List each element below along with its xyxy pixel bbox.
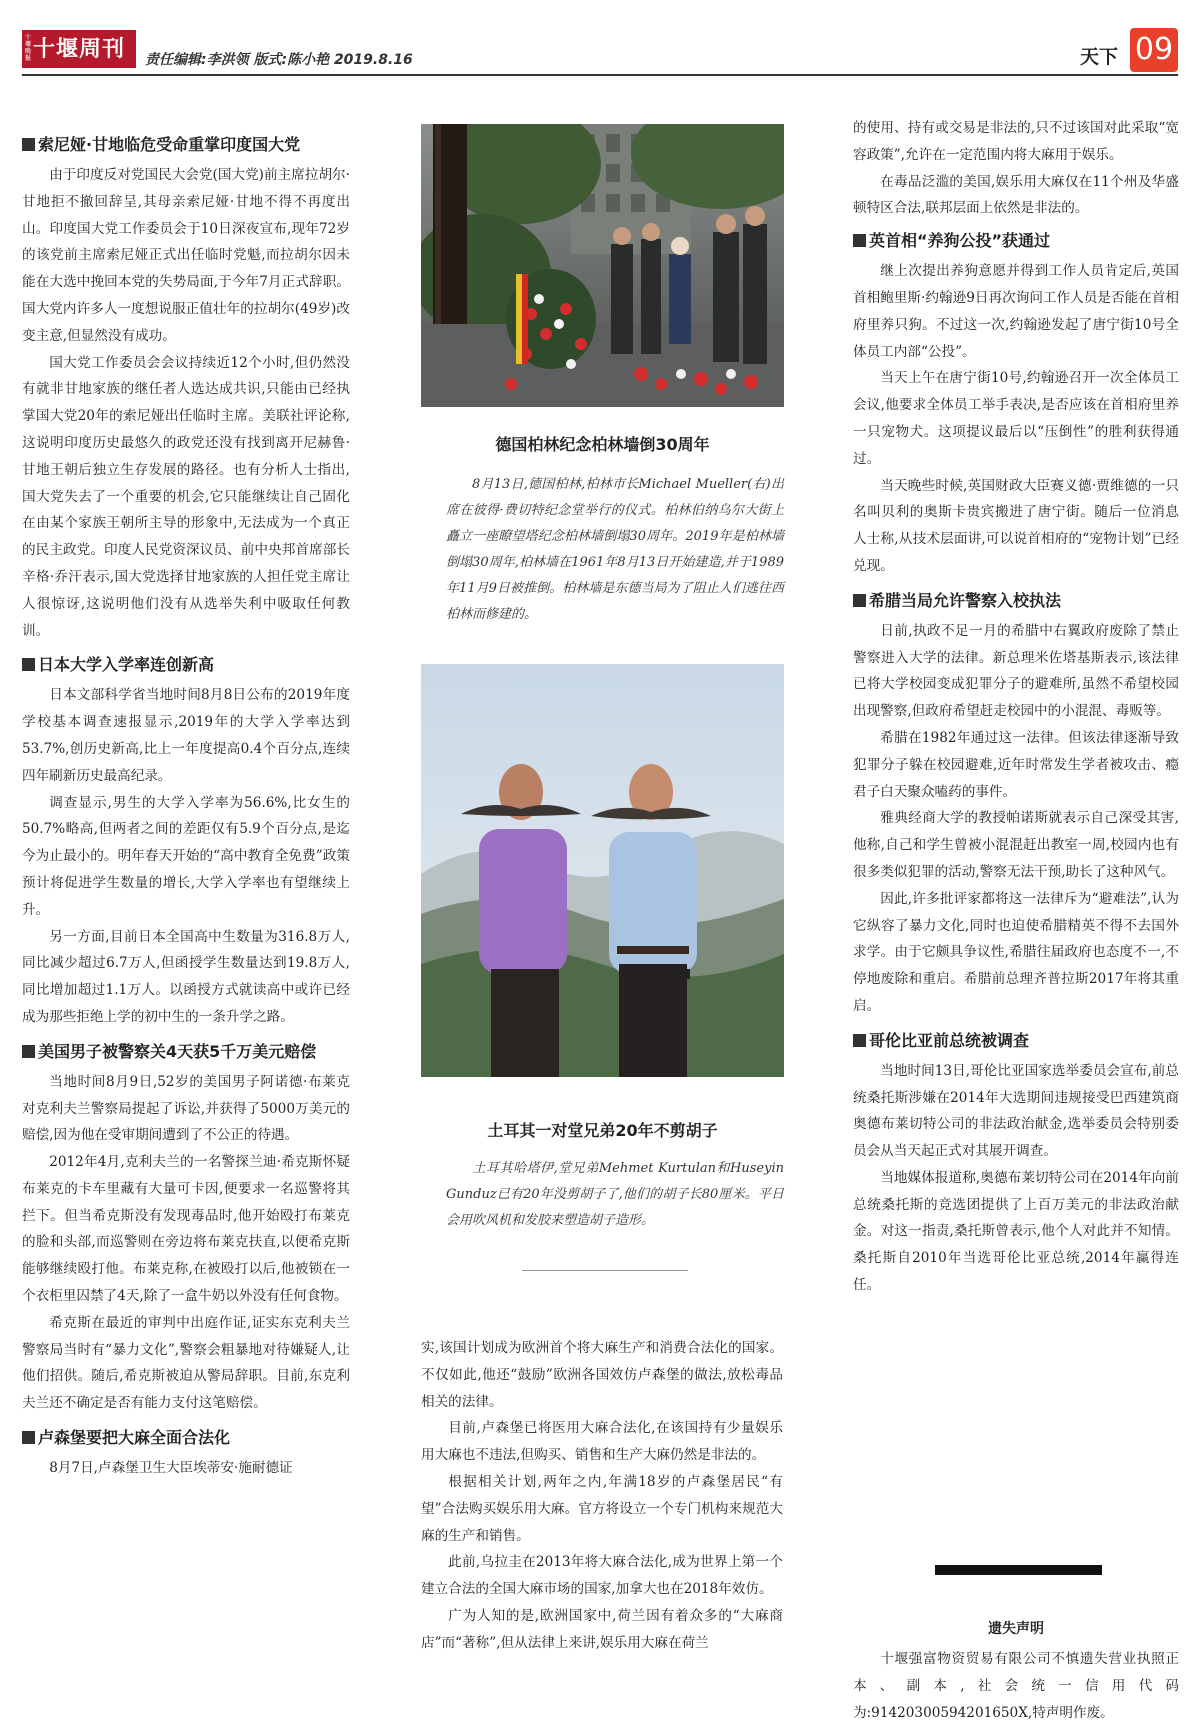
article-paragraph: 2012年4月,克利夫兰的一名警探兰迪·希克斯怀疑布莱克的卡车里藏有大量可卡因,便要求一名巡警将其拦下。但当希克斯没有发现毒品时,他开始殴打布莱克的脸和头部,而巡警则在旁边将布莱克扶直,以便希克斯能够继续殴打他。布莱克称,在被殴打以后,他被锁在一个衣柜里囚禁了4天,除了一盒牛奶以外没有任何食物。: [22, 1154, 350, 1305]
left-column: [22, 128, 350, 1482]
masthead-small-text: 十堰晚报: [25, 34, 33, 62]
article-title: 希腊当局允许警察入校执法: [853, 584, 1179, 618]
article-paragraph: 继上次提出养狗意愿并得到工作人员肯定后,英国首相鲍里斯·约翰逊9日再次询问工作人员是否能在首相府里养只狗。不过这一次,约翰逊发起了唐宁街10号全体员工内部“公投”。: [853, 263, 1179, 360]
article-greece-police: [853, 584, 1179, 1020]
lost-notice-text: 十堰强富物资贸易有限公司不慎遗失营业执照正本、副本,社会统一信用代码为:91420300594201650X,特声明作废。: [853, 1651, 1179, 1721]
article-paragraph: 日本文部科学省当地时间8月8日公布的2019年度学校基本调查速报显示,2019年的大学入学率达到53.7%,创历史新高,比上一年度提高0.4个百分点,连续四年刷新历史最高纪录。: [22, 687, 350, 784]
masthead-title: 十堰周刊: [32, 36, 125, 62]
article-paragraph: 广为人知的是,欧洲国家中,荷兰因有着众多的“大麻商店”而“著称”,但从法律上来讲,娱乐用大麻在荷兰: [421, 1607, 783, 1651]
article-colombia-president: [853, 1024, 1179, 1299]
lost-notice-title: 遗失声明: [988, 1621, 1044, 1637]
middle-column: [421, 1335, 783, 1657]
page-number-badge: 09: [1130, 28, 1178, 72]
article-luxembourg: [22, 1421, 350, 1482]
right-column: [853, 115, 1179, 1299]
article-paragraph: 在毒品泛滥的美国,娱乐用大麻仅在11个州及华盛顿特区合法,联邦层面上依然是非法的。: [853, 173, 1179, 217]
article-uk-dog-vote: [853, 224, 1179, 580]
article-paragraph: 当天晚些时候,英国财政大臣赛义德·贾维德的一只名叫贝利的奥斯卡贵宾搬进了唐宁街。随后一位消息人士称,从技术层面讲,可以说首相府的“宠物计划”已经兑现。: [853, 477, 1179, 574]
article-paragraph: 当地时间8月9日,52岁的美国男子阿诺德·布莱克对克利夫兰警察局提起了诉讼,并获得了5000万美元的赔偿,因为他在受审期间遭到了不公正的待遇。: [22, 1073, 350, 1144]
bullet-square-icon: [853, 1034, 866, 1047]
photo1-title: 德国柏林纪念柏林墙倒30周年: [495, 435, 710, 454]
article-paragraph: 8月7日,卢森堡卫生大臣埃蒂安·施耐德证: [49, 1460, 293, 1477]
article-paragraph: 另一方面,目前日本全国高中生数量为316.8万人,同比减少超过6.7万人,但函授学生数量达到19.8万人,同比增加超过1.1万人。以函授方式就读高中或许已经成为那些拒绝上学的初中生的一条升学之路。: [22, 928, 350, 1025]
photo2-caption: 土耳其哈塔伊,堂兄弟Mehmet Kurtulan和Huseyin Gunduz已有20年没剪胡子了,他们的胡子长80厘米。平日会用吹风机和发胶来塑造胡子造形。: [446, 1161, 784, 1228]
bullet-square-icon: [22, 658, 35, 671]
article-paragraph: 根据相关计划,两年之内,年满18岁的卢森堡居民“有望”合法购买娱乐用大麻。官方将设立一个专门机构来规范大麻的生产和销售。: [421, 1473, 783, 1544]
section-name: 天下: [1080, 46, 1119, 68]
article-paragraph: 因此,许多批评家都将这一法律斥为“避难法”,认为它纵容了暴力文化,同时也迫使希腊精英不得不去国外求学。由于它颇具争议性,希腊往届政府也态度不一,不停地废除和重启。希腊前总理齐普拉斯2017年将其重启。: [853, 890, 1179, 1014]
article-paragraph: 实,该国计划成为欧洲首个将大麻生产和消费合法化的国家。不仅如此,他还“鼓励”欧洲各国效仿卢森堡的做法,放松毒品相关的法律。: [421, 1340, 783, 1410]
article-title: 索尼娅·甘地临危受命重掌印度国大党: [22, 128, 350, 162]
article-paragraph: 雅典经商大学的教授帕诺斯就表示自己深受其害,他称,自己和学生曾被小混混赶出教室一周,校园内也有很多类似犯罪的活动,警察无法干预,助长了这种风气。: [853, 810, 1179, 880]
article-title: 英首相“养狗公投”获通过: [853, 224, 1179, 258]
notice-separator-bar: [935, 1565, 1102, 1575]
bullet-square-icon: [853, 594, 866, 607]
article-paragraph: 当地时间13日,哥伦比亚国家选举委员会宣布,前总统桑托斯涉嫌在2014年大选期间违规接受巴西建筑商奥德布莱切特公司的非法政治献金,选举委员会特别委员会从当天起正式对其展开调查。: [853, 1062, 1179, 1160]
middle-divider: [522, 1270, 688, 1271]
turkey-mustache-photo: [421, 664, 784, 1077]
article-paragraph: 的使用、持有或交易是非法的,只不过该国对此采取“宽容政策”,允许在一定范围内将大麻用于娱乐。: [853, 120, 1179, 163]
article-paragraph: 由于印度反对党国民大会党(国大党)前主席拉胡尔·甘地拒不撤回辞呈,其母亲索尼娅·甘地不得不再度出山。印度国大党工作委员会于10日深夜宣布,现年72岁的该党前主席索尼娅正式出任临时党魁,而拉胡尔因未能在大选中挽回本党的失势局面,于今年7月正式辞职。国大党内许多人一度想说服正值壮年的拉胡尔(49岁)改变主意,但显然没有成功。: [22, 167, 350, 344]
article-paragraph: 当天上午在唐宁街10号,约翰逊召开一次全体员工会议,他要求全体员工举手表决,是否应该在首相府里养一只宠物犬。这项提议最后以“压倒性”的胜利获得通过。: [853, 370, 1179, 467]
photo2-title: 土耳其一对堂兄弟20年不剪胡子: [487, 1121, 718, 1140]
article-paragraph: 希腊在1982年通过这一法律。但该法律逐渐导致犯罪分子躲在校园避难,近年时常发生学者被攻击、瘾君子白天聚众嗑药的事件。: [853, 729, 1179, 800]
article-paragraph: 此前,乌拉圭在2013年将大麻合法化,成为世界上第一个建立合法的全国大麻市场的国家,加拿大也在2018年效仿。: [421, 1554, 783, 1598]
article-title: 卢森堡要把大麻全面合法化: [22, 1421, 350, 1455]
header-divider: [22, 74, 1178, 76]
bullet-square-icon: [22, 1045, 35, 1058]
article-paragraph: 希克斯在最近的审判中出庭作证,证实东克利夫兰警察局当时有“暴力文化”,警察会粗暴地对待嫌疑人,让他们招供。随后,希克斯被迫从警局辞职。目前,东克利夫兰还不确定是否有能力支付这笔赔偿。: [22, 1314, 350, 1412]
article-paragraph: 日前,执政不足一月的希腊中右翼政府废除了禁止警察进入大学的法律。新总理米佐塔基斯表示,该法律已将大学校园变成犯罪分子的避难所,虽然不希望校园出现警察,但政府希望赶走校园中的小混混、毒贩等。: [853, 622, 1179, 720]
article-paragraph: 当地媒体报道称,奥德布莱切特公司在2014年向前总统桑托斯的竞选团提供了上百万美元的非法政治献金。对这一指责,桑托斯曾表示,他个人对此并不知情。桑托斯自2010年当选哥伦比亚总统,2014年赢得连任。: [853, 1169, 1179, 1294]
bullet-square-icon: [22, 1431, 35, 1444]
photo1-caption: 8月13日,德国柏林,柏林市长Michael Mueller(右)出席在彼得·费切特纪念堂举行的仪式。柏林伯纳乌尔大街上矗立一座瞭望塔纪念柏林墙倒塌30周年。2019年是柏林墙倒塌30周年,柏林墙在1961年8月13日开始建造,并于1989年11月9日被推倒。柏林墙是东德当局为了阻止人们逃往西柏林而修建的。: [446, 477, 784, 622]
article-sonia-gandhi: [22, 128, 350, 644]
article-us-police: [22, 1035, 350, 1417]
berlin-memorial-photo: [421, 124, 784, 407]
masthead-logo: [22, 30, 136, 68]
bullet-square-icon: [22, 138, 35, 151]
article-paragraph: 调查显示,男生的大学入学率为56.6%,比女生的50.7%略高,但两者之间的差距仅有5.9个百分点,是迄今为止最小的。明年春天开始的“高中教育全免费”政策预计将促进学生数量的增长,大学入学率也有望继续上升。: [22, 794, 350, 918]
editor-credit-line: 责任编辑:李洪领 版式:陈小艳 2019.8.16: [145, 52, 413, 68]
bullet-square-icon: [853, 234, 866, 247]
article-paragraph: 国大党工作委员会会议持续近12个小时,但仍然没有就非甘地家族的继任者人选达成共识,只能由已经执掌国大党20年的索尼娅出任临时主席。美联社评论称,这说明印度历史最悠久的政党还没有找到离开尼赫鲁·甘地王朝后独立生存发展的路径。也有分析人士指出,国大党失去了一个重要的机会,它只能继续让自己固化在由某个家族王朝所主导的形象中,无法成为一个真正的民主政党。印度人民党资深议员、前中央邦首席部长辛格·乔汗表示,国大党选择甘地家族的人担任党主席让人很惊讶,这说明他们没有从选举失利中吸取任何教训。: [22, 354, 350, 639]
article-title: 哥伦比亚前总统被调查: [853, 1024, 1179, 1058]
article-title: 日本大学入学率连创新高: [22, 648, 350, 682]
lost-notice-body: [853, 1646, 1179, 1726]
article-paragraph: 目前,卢森堡已将医用大麻合法化,在该国持有少量娱乐用大麻也不违法,但购买、销售和生产大麻仍然是非法的。: [421, 1420, 783, 1464]
article-title: 美国男子被警察关4天获5千万美元赔偿: [22, 1035, 350, 1069]
article-japan-university: [22, 648, 350, 1030]
